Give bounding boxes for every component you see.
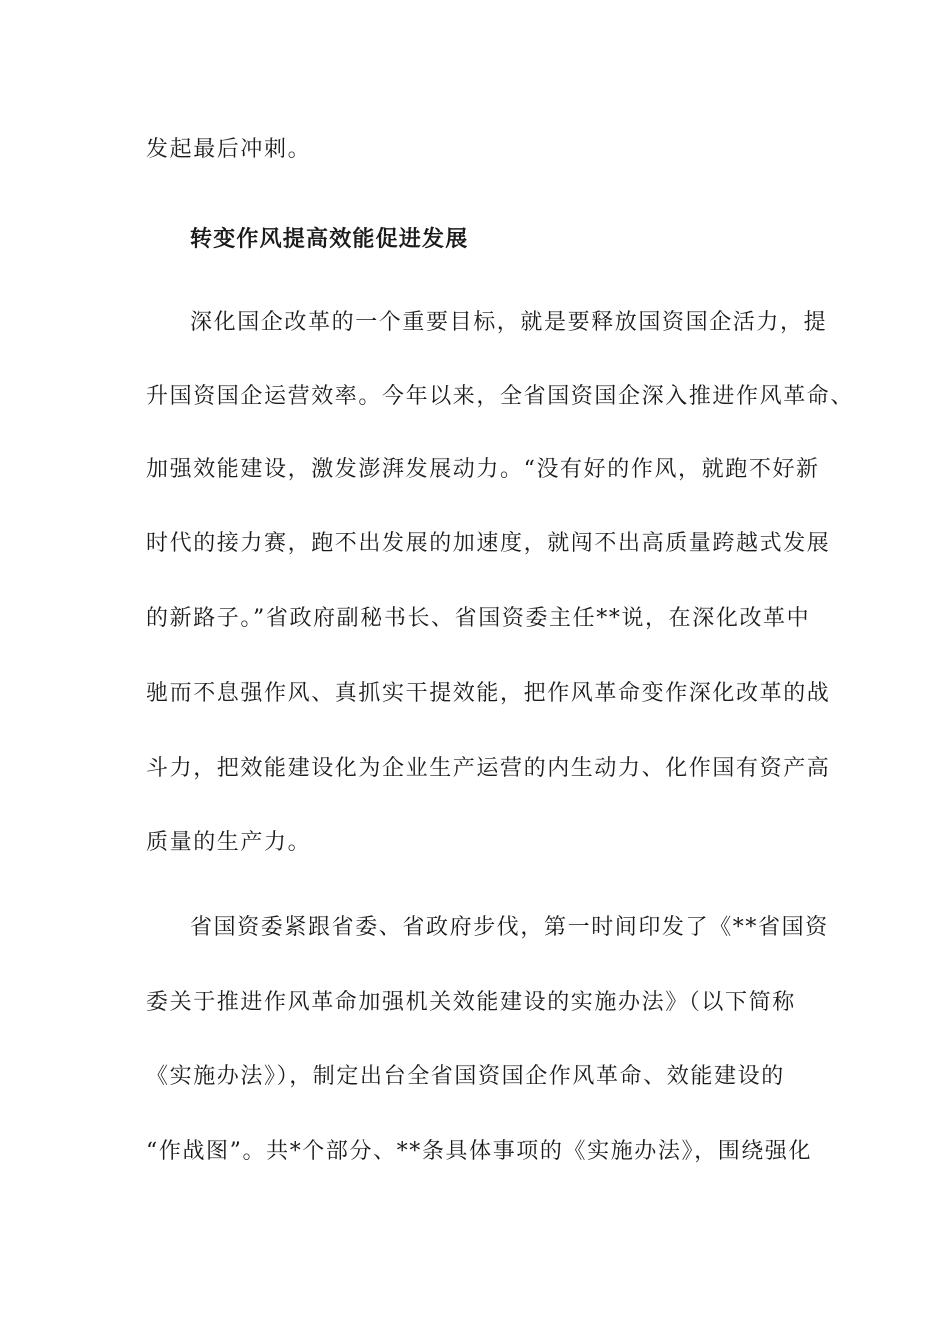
paragraph-line: 的新路子。”省政府副秘书长、省国资委主任**说，在深化改革中 xyxy=(146,606,811,631)
paragraph-line: “作战图”。共*个部分、**条具体事项的《实施办法》，围绕强化 xyxy=(146,1139,813,1164)
paragraph-line: 时代的接力赛，跑不出发展的加速度，就闯不出高质量跨越式发展 xyxy=(146,531,831,556)
paragraph-line: 质量的生产力。 xyxy=(146,830,312,855)
paragraph-line: 驰而不息强作风、真抓实干提效能，把作风革命变作深化改革的战 xyxy=(146,681,831,706)
paragraph-line: 斗力，把效能建设化为企业生产运营的内生动力、化作国有资产高 xyxy=(146,756,831,781)
paragraph-line: 深化国企改革的一个重要目标，就是要释放国资国企活力，提 xyxy=(190,310,828,335)
paragraph-line: 委关于推进作风革命加强机关效能建设的实施办法》（以下简称 xyxy=(146,990,796,1015)
opening-line: 发起最后冲刺。 xyxy=(146,137,312,162)
section-heading: 转变作风提高效能促进发展 xyxy=(190,226,469,252)
paragraph-line: 省国资委紧跟省委、省政府步伐，第一时间印发了《**省国资 xyxy=(190,915,829,940)
paragraph-line: 升国资国企运营效率。今年以来，全省国资国企深入推进作风革命、 xyxy=(146,384,855,409)
paragraph-line: 加强效能建设，激发澎湃发展动力。“没有好的作风，就跑不好新 xyxy=(146,457,820,482)
paragraph-line: 《实施办法》），制定出台全省国资国企作风革命、效能建设的 xyxy=(146,1064,785,1089)
